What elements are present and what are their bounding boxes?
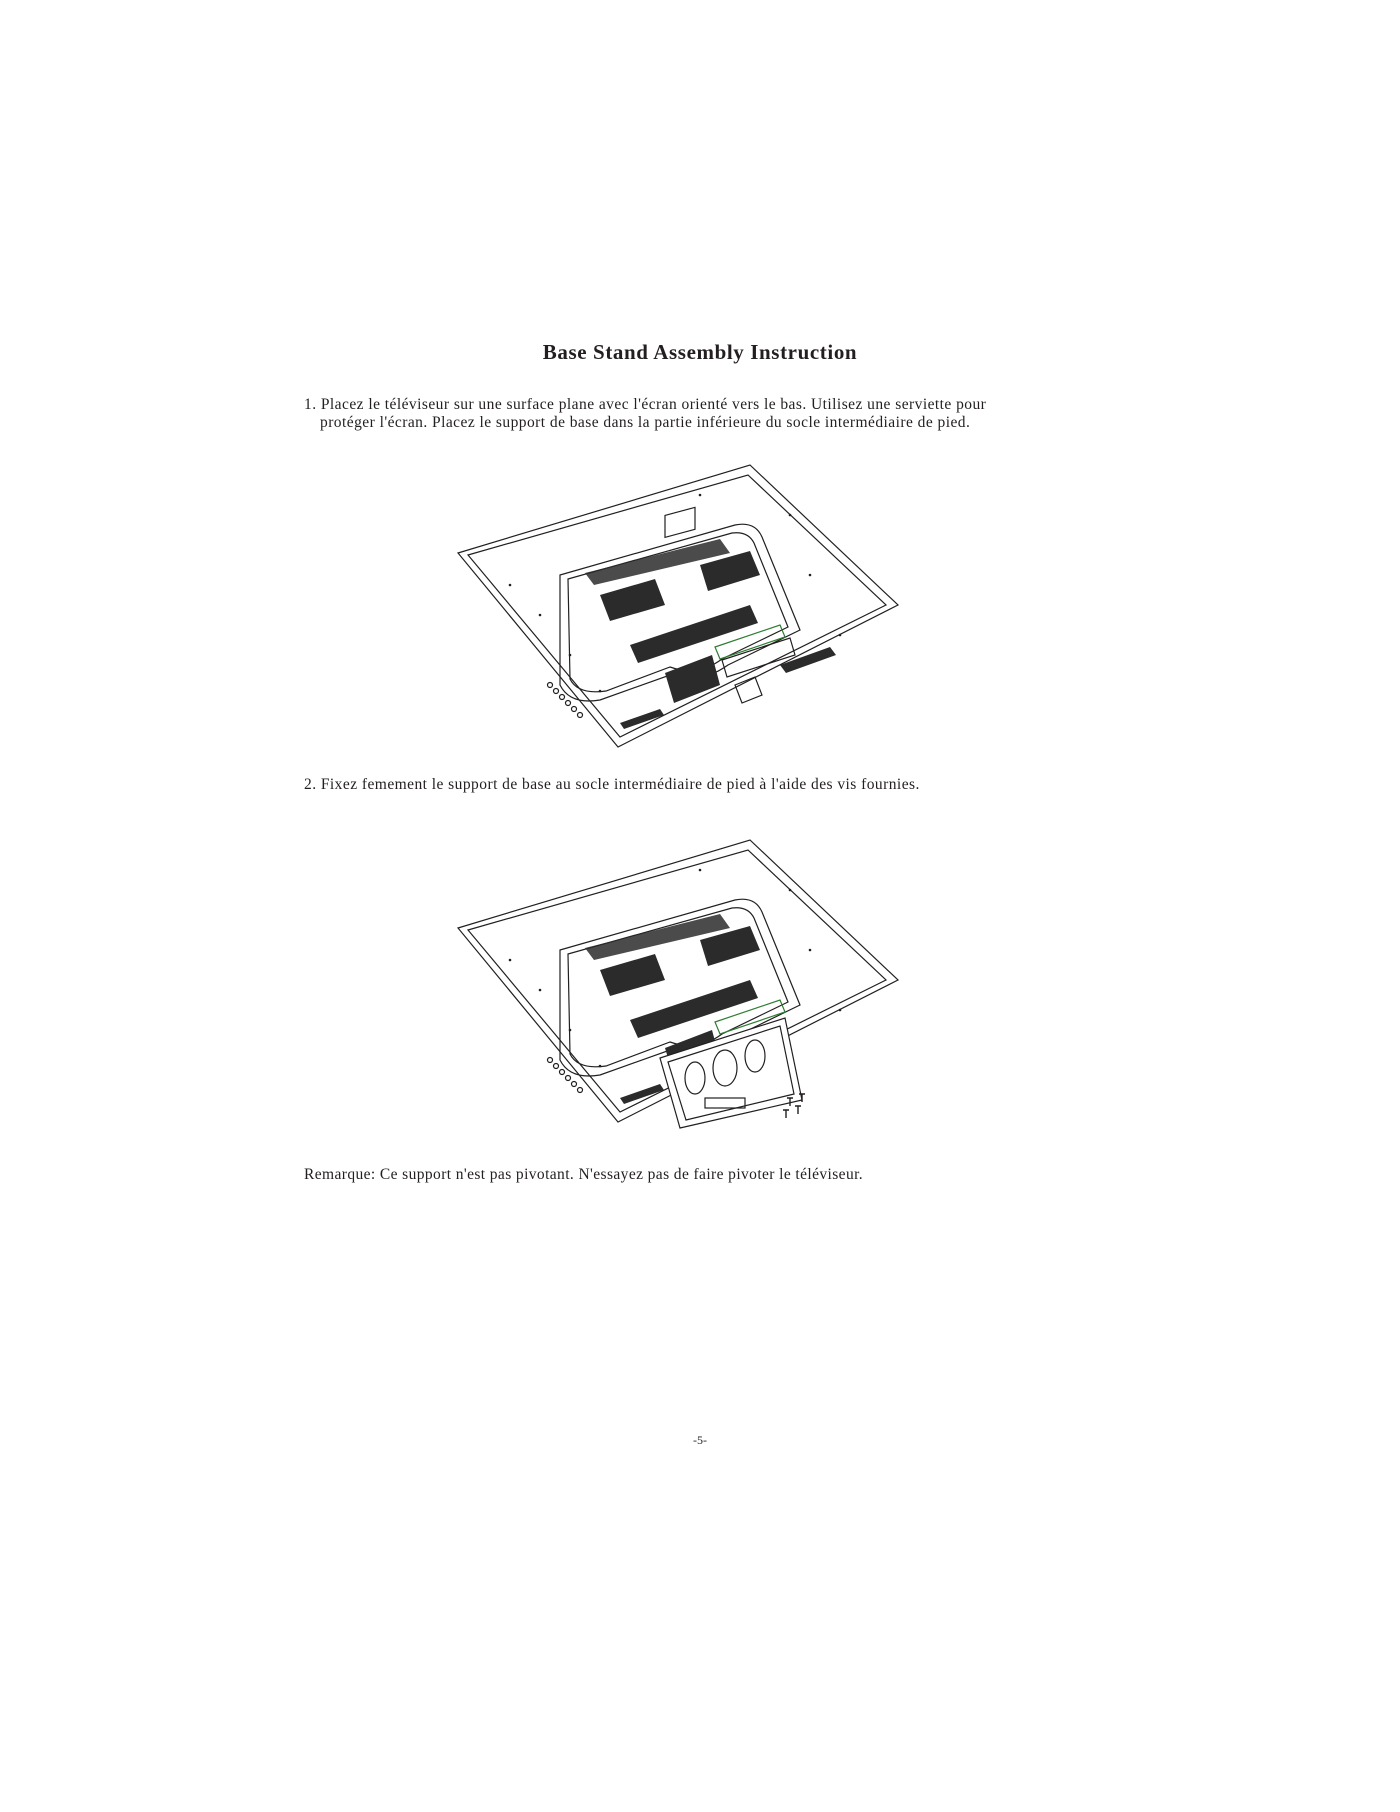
step-2-text-line1: Fixez femement le support de base au socle intermédiaire de pied à l'aide des vis fournies. bbox=[320, 776, 920, 793]
note-text: Remarque: Ce support n'est pas pivotant. N'essayez pas de faire pivoter le téléviseur. bbox=[304, 1166, 864, 1183]
step-1-number: 1. bbox=[304, 396, 317, 413]
page-title: Base Stand Assembly Instruction bbox=[542, 340, 858, 364]
page-number: -5- bbox=[693, 1433, 707, 1447]
step-1-text-line2: protéger l'écran. Placez le support de base dans la partie inférieure du socle intermédiaire de pied. bbox=[320, 414, 971, 431]
step-2 bbox=[304, 776, 1104, 794]
step-1 bbox=[304, 396, 1104, 432]
base-stand-plate-icon bbox=[660, 1018, 802, 1128]
tv-back-with-base-icon bbox=[450, 830, 900, 1130]
step-2-number: 2. bbox=[304, 776, 317, 793]
step-1-text-line1: Placez le téléviseur sur une surface plane avec l'écran orienté vers le bas. Utilisez une serviette pour bbox=[320, 396, 987, 413]
tv-back-panel-icon bbox=[450, 455, 900, 750]
